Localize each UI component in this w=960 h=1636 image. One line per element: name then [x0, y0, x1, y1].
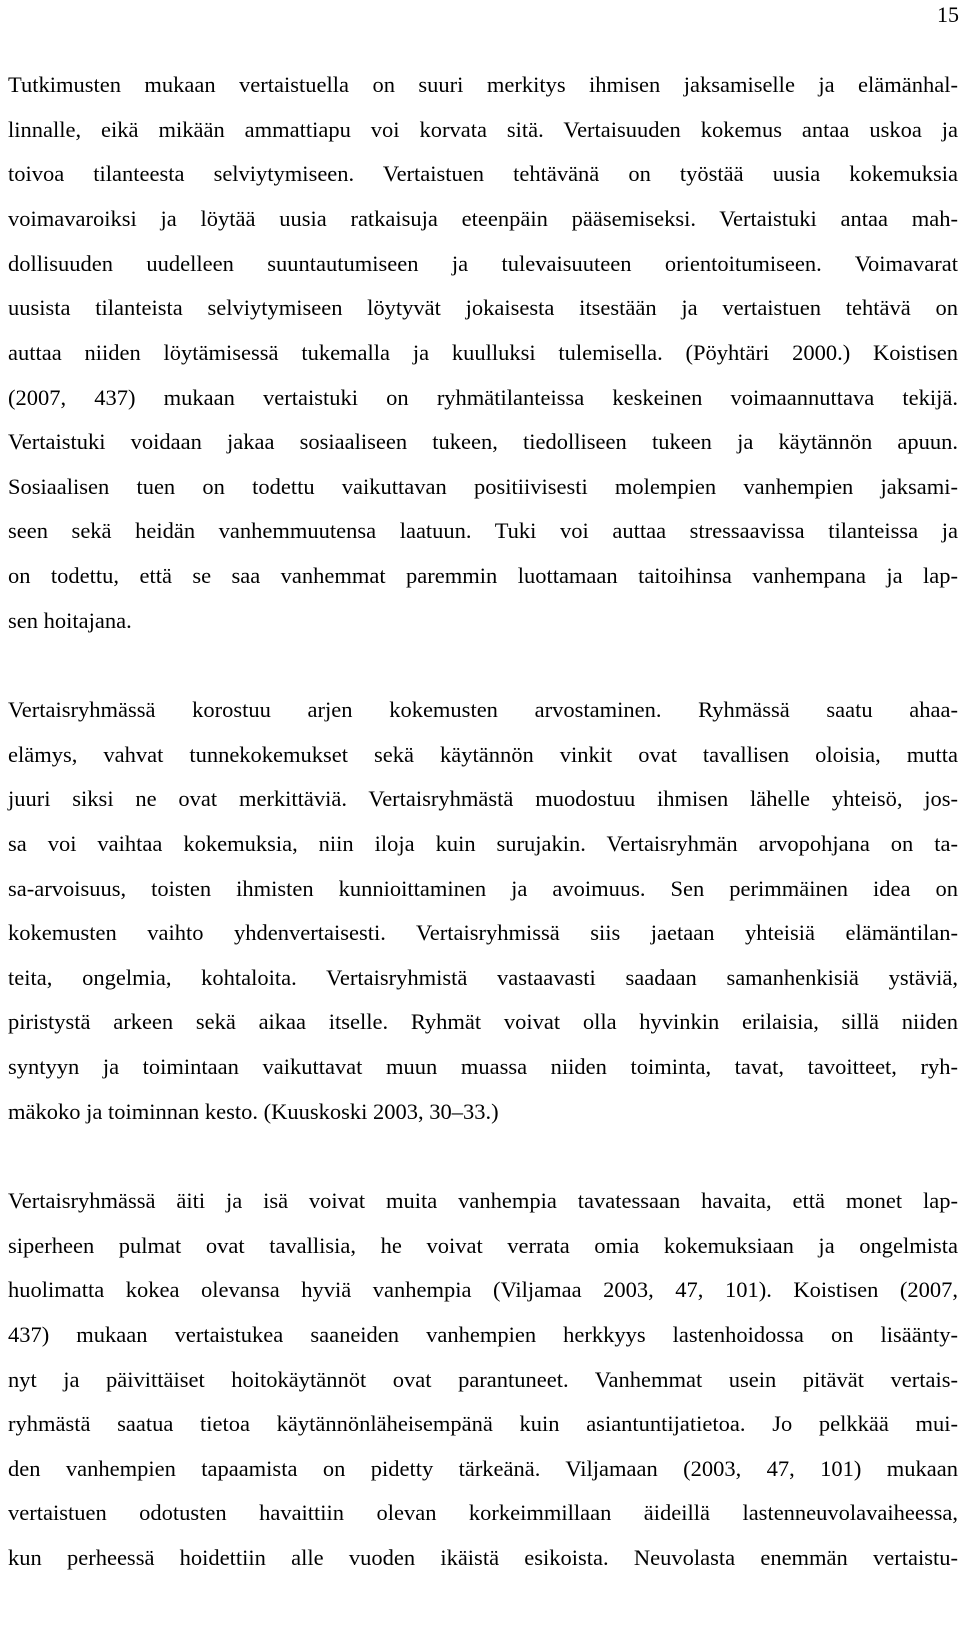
paragraph-1-line: Sosiaalisen tuen on todettu vaikuttavan positiivisesti molempien vanhempien jaksami- — [8, 474, 958, 499]
paragraph-1-line: on todettu, että se saa vanhemmat paremmin luottamaan taitoihinsa vanhempana ja lap- — [8, 563, 958, 588]
paragraph-3-line: Vertaisryhmässä äiti ja isä voivat muita vanhempia tavatessaan havaita, että monet lap- — [8, 1188, 958, 1213]
paragraph-1-line: toivoa tilanteesta selviytymiseen. Vertaistuen tehtävänä on työstää uusia kokemuksia — [8, 161, 958, 186]
paragraph-3-line: siperheen pulmat ovat tavallisia, he voivat verrata omia kokemuksiaan ja ongelmista — [8, 1233, 958, 1258]
paragraph-1-line: auttaa niiden löytämisessä tukemalla ja kuulluksi tulemisella. (Pöyhtäri 2000.) Koistisen — [8, 340, 958, 365]
paragraph-3-line: 437) mukaan vertaistukea saaneiden vanhempien herkkyys lastenhoidossa on lisäänty- — [8, 1322, 958, 1347]
paragraph-3-line: nyt ja päivittäiset hoitokäytännöt ovat parantuneet. Vanhemmat usein pitävät vertais- — [8, 1367, 958, 1392]
paragraph-2-line: juuri siksi ne ovat merkittäviä. Vertaisryhmästä muodostuu ihmisen lähelle yhteisö, jos- — [8, 786, 958, 811]
paragraph-2-line: teita, ongelmia, kohtaloita. Vertaisryhmistä vastaavasti saadaan samanhenkisiä ystäviä, — [8, 965, 958, 990]
paragraph-2-line: elämys, vahvat tunnekokemukset sekä käytännön vinkit ovat tavallisen oloisia, mutta — [8, 742, 958, 767]
paragraph-1-line: seen sekä heidän vanhemmuutensa laatuun. Tuki voi auttaa stressaavissa tilanteissa ja — [8, 518, 958, 543]
paragraph-1-line: (2007, 437) mukaan vertaistuki on ryhmätilanteissa keskeinen voimaannuttava tekijä. — [8, 385, 958, 410]
paragraph-3-line: huolimatta kokea olevansa hyviä vanhempia (Viljamaa 2003, 47, 101). Koistisen (2007, — [8, 1277, 958, 1302]
paragraph-1-line: Vertaistuki voidaan jakaa sosiaaliseen tukeen, tiedolliseen tukeen ja käytännön apuun. — [8, 429, 958, 454]
paragraph-1-line: sen hoitajana. — [8, 608, 132, 633]
paragraph-2-line: Vertaisryhmässä korostuu arjen kokemusten arvostaminen. Ryhmässä saatu ahaa- — [8, 697, 958, 722]
paragraph-2-line: syntyyn ja toimintaan vaikuttavat muun muassa niiden toiminta, tavat, tavoitteet, ryh- — [8, 1054, 958, 1079]
paragraph-1-line: linnalle, eikä mikään ammattiapu voi korvata sitä. Vertaisuuden kokemus antaa uskoa ja — [8, 117, 958, 142]
paragraph-3-line: kun perheessä hoidettiin alle vuoden ikäistä esikoista. Neuvolasta enemmän vertaistu- — [8, 1545, 958, 1570]
paragraph-3-line: vertaistuen odotusten havaittiin olevan korkeimmillaan äideillä lastenneuvolavaiheessa, — [8, 1500, 958, 1525]
paragraph-1-line: dollisuuden uudelleen suuntautumiseen ja tulevaisuuteen orientoitumiseen. Voimavarat — [8, 251, 958, 276]
paragraph-3-line: ryhmästä saatua tietoa käytännönläheisempänä kuin asiantuntijatietoa. Jo pelkkää mui- — [8, 1411, 958, 1436]
paragraph-1-line: uusista tilanteista selviytymiseen löytyvät jokaisesta itsestään ja vertaistuen tehtävä on — [8, 295, 958, 320]
paragraph-2-line: kokemusten vaihto yhdenvertaisesti. Vertaisryhmissä siis jaetaan yhteisiä elämäntilan- — [8, 920, 958, 945]
paragraph-1-line: Tutkimusten mukaan vertaistuella on suuri merkitys ihmisen jaksamiselle ja elämänhal- — [8, 72, 958, 97]
paragraph-2-line: sa-arvoisuus, toisten ihmisten kunnioittaminen ja avoimuus. Sen perimmäinen idea on — [8, 876, 958, 901]
paragraph-2-line: piristystä arkeen sekä aikaa itselle. Ryhmät voivat olla hyvinkin erilaisia, sillä niiden — [8, 1009, 958, 1034]
paragraph-1-line: voimavaroiksi ja löytää uusia ratkaisuja eteenpäin pääsemiseksi. Vertaistuki antaa mah- — [8, 206, 958, 231]
page-number: 15 — [937, 2, 959, 27]
paragraph-2-line: sa voi vaihtaa kokemuksia, niin iloja kuin surujakin. Vertaisryhmän arvopohjana on ta- — [8, 831, 958, 856]
paragraph-3-line: den vanhempien tapaamista on pidetty tärkeänä. Viljamaan (2003, 47, 101) mukaan — [8, 1456, 958, 1481]
paragraph-2-line: mäkoko ja toiminnan kesto. (Kuuskoski 2003, 30–33.) — [8, 1099, 499, 1124]
